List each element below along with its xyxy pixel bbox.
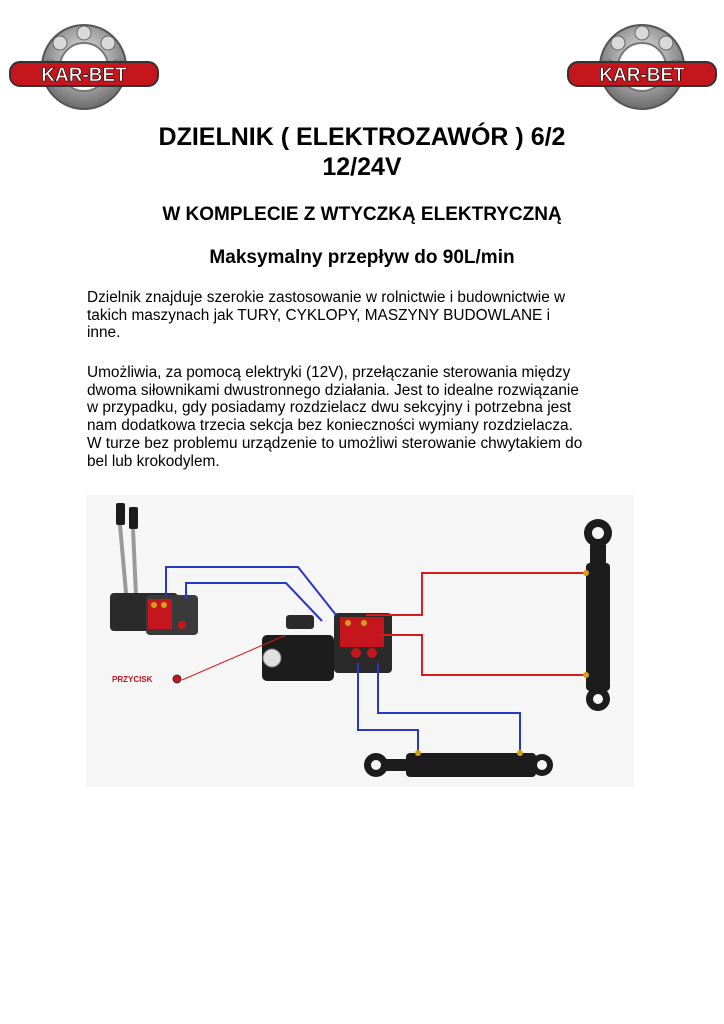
paragraph-line: Umożliwia, za pomocą elektryki (12V), przełączanie sterowania między	[87, 364, 571, 381]
paragraph-line: dwoma siłownikami dwustronnego działania. Jest to idealne rozwiązanie	[87, 381, 579, 399]
hydraulic-diagram	[86, 495, 634, 787]
logo-text: KAR-BET	[41, 65, 127, 86]
kar-bet-logo-left	[4, 22, 164, 117]
paragraph-line: inne.	[87, 324, 121, 342]
page-title-line2: 12/24V	[322, 153, 402, 181]
paragraph-line: w przypadku, gdy posiadamy rozdzielacz dwu sekcyjny i potrzebna jest	[87, 399, 572, 417]
paragraph-line: bel lub krokodylem.	[87, 452, 220, 470]
paragraph-line: Dzielnik znajduje szerokie zastosowanie w rolnictwie i budownictwie w	[87, 289, 566, 306]
paragraph-line: nam dodatkowa trzecia sekcja bez konieczności wymiany rozdzielacza.	[87, 417, 573, 435]
page-title-line1: DZIELNIK ( ELEKTROZAWÓR ) 6/2	[158, 123, 566, 151]
kar-bet-logo-right	[562, 22, 722, 117]
subtitle-kit: W KOMPLECIE Z WTYCZKĄ ELEKTRYCZNĄ	[162, 204, 562, 225]
button-label: PRZYCISK	[112, 675, 153, 684]
subtitle-flow: Maksymalny przepływ do 90L/min	[209, 247, 515, 268]
description-paragraph-2	[87, 364, 647, 470]
logo-text: KAR-BET	[599, 65, 685, 86]
paragraph-line: takich maszynach jak TURY, CYKLOPY, MASZYNY BUDOWLANE i	[87, 306, 551, 324]
description-paragraph-1	[87, 289, 647, 342]
paragraph-line: W turze bez problemu urządzenie to umożliwi sterowanie chwytakiem do	[87, 434, 583, 452]
